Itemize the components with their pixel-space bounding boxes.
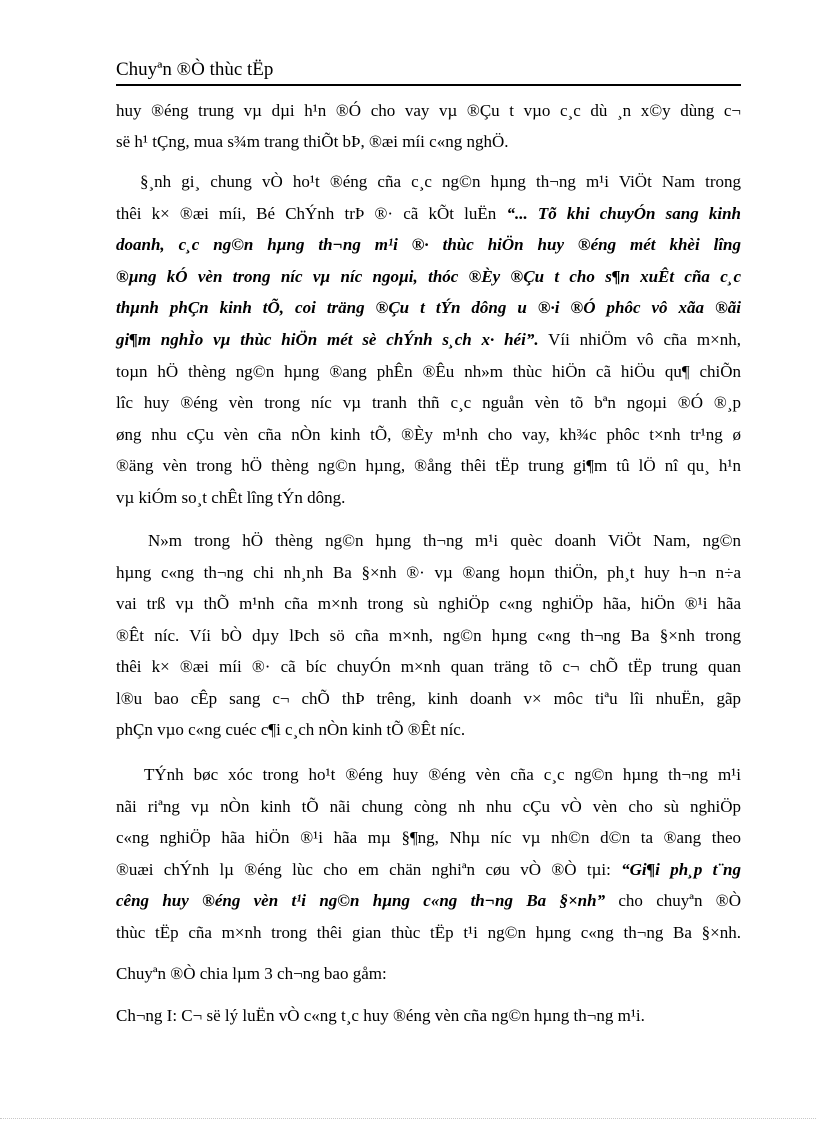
text-line: vµ kiÓm so¸t chÊt lîng tÝn dông. <box>116 488 346 507</box>
text-run: Víi nhiÖm vô cña m×nh, <box>548 330 741 349</box>
text-line: TÝnh bøc xóc trong ho¹t ®éng huy ®éng vèn cña c¸c ng©n hµng th¬ng m¹i <box>144 765 741 784</box>
text-line: thêi k× ®æi míi ®· cã bíc chuyÓn m×nh quan träng tõ c¬ chÕ tËp trung quan <box>116 657 741 676</box>
chapter-list-item: Ch¬ng I: C¬ së lý luËn vÒ c«ng t¸c huy ®éng vèn cña ng©n hµng th¬ng m¹i. <box>116 1006 645 1025</box>
page-bottom-divider <box>0 1118 816 1119</box>
text-line: N»m trong hÖ thèng ng©n hµng th¬ng m¹i quèc doanh ViÖt Nam, ng©n <box>148 531 741 550</box>
text-line: l®u bao cÊp sang c¬ chÕ thÞ trêng, kinh doanh v× môc tiªu lîi nhuËn, gãp <box>116 689 741 708</box>
text-line: toµn hÖ thèng ng©n hµng ®ang phÊn ®Êu nh»m thùc hiÖn cã hiÖu qu¶ chiÕn <box>116 362 741 381</box>
quote-line: thµnh phÇn kinh tÕ, coi träng ®Çu t tÝn dông u ®·i ®Ó phôc vô xãa ®ãi <box>116 298 741 317</box>
text-line: vai trß vµ thÕ m¹nh cña m×nh trong sù nghiÖp c«ng nghiÖp hãa, hiÖn ®¹i hãa <box>116 594 741 613</box>
text-line: c«ng nghiÖp hãa hiÖn ®¹i hãa mµ §¶ng, Nhµ níc vµ nh©n d©n ta ®ang theo <box>116 828 741 847</box>
text-line <box>116 329 741 351</box>
text-line: thùc tËp cña m×nh trong thêi gian thùc tËp t¹i ng©n hµng c«ng th¬ng Ba §×nh. <box>116 923 741 942</box>
topic-title-run: cêng huy ®éng vèn t¹i ng©n hµng c«ng th¬ng Ba §×nh” <box>116 891 606 910</box>
text-line: §¸nh gi¸ chung vÒ ho¹t ®éng cña c¸c ng©n hµng th¬ng m¹i ViÖt Nam trong <box>140 172 741 191</box>
text-run: ®uæi chÝnh lµ ®éng lùc cho em chän nghiªn cøu vÒ ®Ò tµi: <box>116 860 611 879</box>
quote-run: gi¶m nghÌo vµ thùc hiÖn mét sè chÝnh s¸ch x· héi”. <box>116 330 539 349</box>
quote-line: doanh, c¸c ng©n hµng th¬ng m¹i ®· thùc hiÖn huy ®éng mét khèi lîng <box>116 235 741 254</box>
text-line: nãi riªng vµ nÒn kinh tÕ nãi chung còng nh nhu cÇu vÒ vèn cho sù nghiÖp <box>116 797 741 816</box>
text-line <box>116 203 741 225</box>
text-line: øng nhu cÇu vèn cña nÒn kinh tÕ, ®Èy m¹nh cho vay, kh¾c phôc t×nh tr¹ng ø <box>116 425 741 444</box>
text-line: ®äng vèn trong hÖ thèng ng©n hµng, ®ång thêi tËp trung gi¶m tû lÖ nî qu¸ h¹n <box>116 456 741 475</box>
quote-run: “... Tõ khi chuyÓn sang kinh <box>506 204 742 223</box>
text-line <box>116 859 741 881</box>
text-run: thêi k× ®æi míi, Bé ChÝnh trÞ ®· cã kÕt luËn <box>116 204 497 223</box>
text-line: së h¹ tÇng, mua s¾m trang thiÕt bÞ, ®æi míi c«ng nghÖ. <box>116 132 509 151</box>
text-line: Chuyªn ®Ò chia lµm 3 ch¬ng bao gåm: <box>116 964 387 983</box>
text-line <box>116 890 741 912</box>
text-run: cho chuyªn ®Ò <box>618 891 741 910</box>
header-title: Chuyªn ®Ò thùc tËp <box>116 59 274 80</box>
text-line: huy ®éng trung vµ dµi h¹n ®Ó cho vay vµ ®Çu t vµo c¸c dù ¸n x©y dùng c¬ <box>116 101 741 120</box>
quote-line: ®µng kÓ vèn trong níc vµ níc ngoµi, thóc ®Èy ®Çu t cho s¶n xuÊt cña c¸c <box>116 267 741 286</box>
text-line: phÇn vµo c«ng cuéc c¶i c¸ch nÒn kinh tÕ ®Êt níc. <box>116 720 466 739</box>
text-line: lîc huy ®éng vèn trong níc vµ tranh thñ c¸c nguån vèn tõ bªn ngoµi ®Ó ®¸p <box>116 393 741 412</box>
topic-title-run: “Gi¶i ph¸p t¨ng <box>621 860 741 879</box>
text-line: hµng c«ng th¬ng chi nh¸nh Ba §×nh ®· vµ ®ang hoµn thiÖn, ph¸t huy h¬n n÷a <box>116 563 741 582</box>
page-header <box>116 57 741 86</box>
text-line: ®Êt níc. Víi bÒ dµy lÞch sö cña m×nh, ng©n hµng c«ng th¬ng Ba §×nh trong <box>116 626 741 645</box>
